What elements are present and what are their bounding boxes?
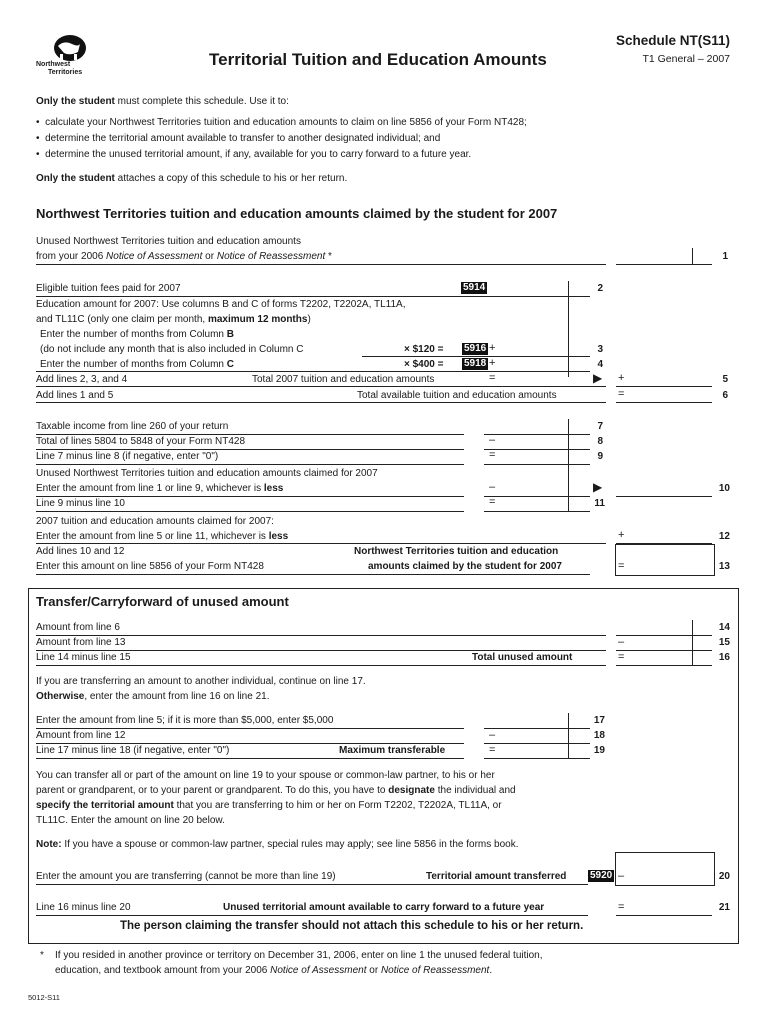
section1-heading: Northwest Territories tuition and education amounts claimed by the student for 2007 [36,206,558,221]
line13-label-c: Northwest Territories tuition and education [354,546,559,557]
line-number-2: 2 [597,283,603,294]
line-number-11: 11 [594,498,605,509]
line14-label: Amount from line 6 [36,622,120,633]
line-number-19: 19 [593,745,605,756]
transfer-text-3: specify the territorial amount that you are transferring to him or her on Form T2202, T2202A, TL11A, or [36,800,502,811]
final-warning: The person claiming the transfer should not attach this schedule to his or her return. [120,920,584,932]
line21-label-b: Unused territorial amount available to carry forward to a future year [223,902,545,913]
attach-line: Only the student attaches a copy of this schedule to his or her return. [36,173,348,184]
line21-field[interactable] [616,915,712,916]
transfer-text-2: parent or grandparent, or to your parent or grandparent. To do this, you have to designate the individual and [36,785,516,796]
line16-field[interactable] [616,665,712,666]
line13-label-b: Enter this amount on line 5856 of your Form NT428 [36,561,264,572]
line19-field[interactable] [484,758,590,759]
line15-field[interactable] [616,650,712,651]
logo-text-northwest: Northwest [36,61,71,68]
line6-field[interactable] [616,402,712,403]
line7-field[interactable] [484,434,590,435]
line-number-10: 10 [718,483,730,494]
line-number-14: 14 [718,622,730,633]
line16-label-a: Line 14 minus line 15 [36,652,131,663]
education-desc-1: Education amount for 2007: Use columns B and C of forms T2202, T2202A, TL11A, [36,299,406,310]
line3-label-a: Enter the number of months from Column B [40,329,234,340]
line-number-5: 5 [722,374,728,385]
section2-heading: Transfer/Carryforward of unused amount [36,594,289,609]
line12-label-a: 2007 tuition and education amounts claimed for 2007: [36,516,274,527]
line11-field[interactable] [484,511,590,512]
line19-label-b: Maximum transferable [339,745,446,756]
line-number-12: 12 [718,531,730,542]
line3-field[interactable] [362,356,590,357]
form-subtitle: T1 General – 2007 [642,53,730,65]
line9-field[interactable] [484,464,590,465]
line10-field-left[interactable] [484,496,590,497]
line5-field[interactable] [616,386,712,387]
transfer-note: Note: If you have a spouse or common-law partner, special rules may apply; see line 5856 in the forms book. [36,839,519,850]
footnote-1: If you resided in another province or territory on December 31, 2006, enter on line 1 the unused federal tuition, [55,950,543,961]
bullet-1: • calculate your Northwest Territories tuition and education amounts to claim on line 5856 of your Form NT428; [36,117,527,128]
line13-label-a: Add lines 10 and 12 [36,546,125,557]
line9-label: Line 7 minus line 8 (if negative, enter "0") [36,451,219,462]
logo-text-territories: Territories [48,69,83,76]
line10-label-a: Unused Northwest Territories tuition and education amounts claimed for 2007 [36,468,378,479]
schedule-id: Schedule NT(S11) [615,33,730,48]
line4-label: Enter the number of months from Column C [40,359,234,370]
bullet-2: • determine the territorial amount available to transfer to another designated individual; and [36,133,441,144]
line-number-21: 21 [718,902,730,913]
line14-field[interactable] [616,635,712,636]
line-number-6: 6 [722,390,728,401]
line13-field[interactable] [615,544,715,576]
line-number-17: 17 [593,715,605,726]
line-number-16: 16 [718,652,730,663]
line8-label: Total of lines 5804 to 5848 of your Form NT428 [36,436,246,447]
transfer-note-2: Otherwise, enter the amount from line 16 on line 21. [36,691,270,702]
line21-label-a: Line 16 minus line 20 [36,902,131,913]
line-number-15: 15 [718,637,730,648]
intro-line: Only the student must complete this schedule. Use it to: [36,96,289,107]
code-5918: 5918 [464,358,487,369]
line1-label-b: from your 2006 Notice of Assessment or Notice of Reassessment * [36,251,332,262]
line1-field[interactable] [616,264,712,265]
line17-label: Enter the amount from line 5; if it is more than $5,000, enter $5,000 [36,715,334,726]
line10-label-b: Enter the amount from line 1 or line 9, whichever is less [36,483,284,494]
line13-label-d: amounts claimed by the student for 2007 [368,561,562,572]
footnote-2: education, and textbook amount from your 2006 Notice of Assessment or Notice of Reassessment. [55,965,493,976]
line3-label-b: (do not include any month that is also included in Column C [40,344,304,355]
line-number-20: 20 [718,871,730,882]
line-number-9: 9 [597,451,603,462]
line17-field[interactable] [484,728,590,729]
code-5920: 5920 [590,870,613,881]
form-number: 5012-S11 [28,993,60,1002]
line-number-8: 8 [597,436,603,447]
line18-field[interactable] [484,743,590,744]
line20-label-a: Enter the amount you are transferring (cannot be more than line 19) [36,871,336,882]
line-number-18: 18 [593,730,605,741]
arrow-icon: ▶ [593,371,603,385]
line8-field[interactable] [484,449,590,450]
code-5914: 5914 [463,282,486,293]
transfer-text-4: TL11C. Enter the amount on line 20 below. [36,815,225,826]
line6-label-b: Total available tuition and education amounts [357,390,557,401]
section2-box [28,588,739,944]
line7-label: Taxable income from line 260 of your return [36,421,229,432]
line1-label-a: Unused Northwest Territories tuition and education amounts [36,236,301,247]
education-desc-2: and TL11C (only one claim per month, maximum 12 months) [36,314,311,325]
arrow-icon: ▶ [593,480,603,494]
line15-label: Amount from line 13 [36,637,126,648]
line-number-4: 4 [597,359,603,370]
line6-label-a: Add lines 1 and 5 [36,390,114,401]
bullet-3: • determine the unused territorial amount, if any, available for you to carry forward to a future year. [36,149,472,160]
line12-label-b: Enter the amount from line 5 or line 11, whichever is less [36,531,289,542]
line18-label: Amount from line 12 [36,730,126,741]
line-number-3: 3 [597,344,603,355]
line-number-13: 13 [718,561,730,572]
line3-calc: × $120 = [404,344,444,355]
line2-field[interactable] [36,296,590,297]
line16-label-b: Total unused amount [472,652,573,663]
transfer-text-1: You can transfer all or part of the amount on line 19 to your spouse or common-law partner, to his or her [36,770,495,781]
line20-label-b: Territorial amount transferred [426,871,567,882]
line5-label-b: Total 2007 tuition and education amounts [252,374,435,385]
line-number-7: 7 [597,421,603,432]
line19-label-a: Line 17 minus line 18 (if negative, enter "0") [36,745,230,756]
line5-label-a: Add lines 2, 3, and 4 [36,374,128,385]
footnote-star: * [40,950,44,961]
transfer-note-1: If you are transferring an amount to another individual, continue on line 17. [36,676,366,687]
line10-field[interactable] [616,496,712,497]
line20-field[interactable] [615,852,715,886]
page-title: Territorial Tuition and Education Amounts [209,50,547,69]
line-number-1: 1 [722,251,728,262]
line4-calc: × $400 = [404,359,444,370]
line2-label: Eligible tuition fees paid for 2007 [36,283,181,294]
line11-label: Line 9 minus line 10 [36,498,125,509]
line4-field[interactable] [36,371,590,372]
code-5916: 5916 [464,343,487,354]
